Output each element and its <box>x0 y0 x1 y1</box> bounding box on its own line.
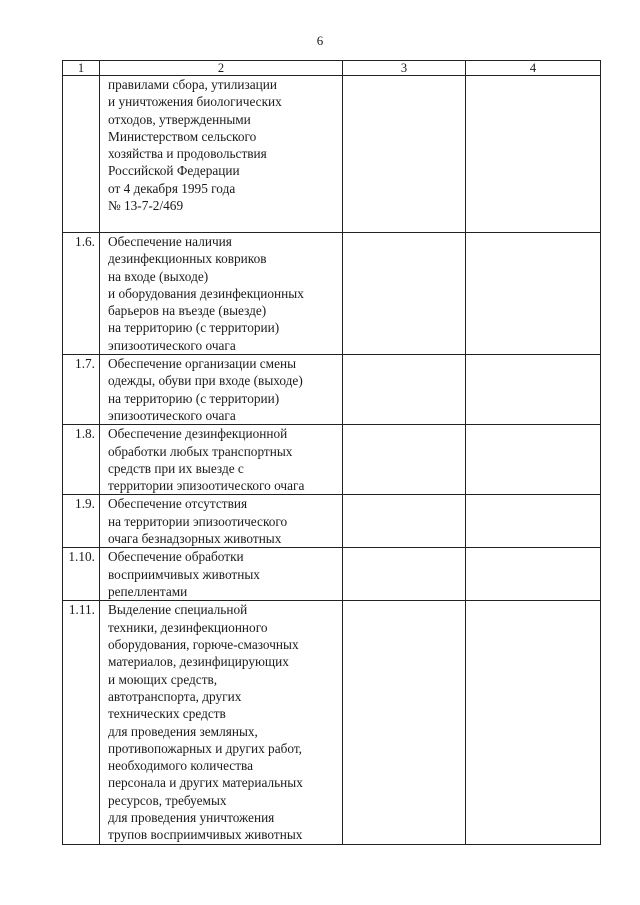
row-col-4 <box>466 548 601 601</box>
row-number: 1.9. <box>63 495 100 548</box>
row-col-4 <box>466 601 601 845</box>
row-col-3 <box>343 601 466 845</box>
page-number: 6 <box>316 33 324 48</box>
table-row <box>63 601 601 845</box>
row-description: правилами сбора, утилизации и уничтожения биологических отходов, утвержденными Министерством сельского хозяйства и продовольствия Российской Федерации от 4 декабря 1995 года № 13-7-2/469 <box>100 76 343 233</box>
row-col-4 <box>466 76 601 233</box>
row-description: Обеспечение обработки восприимчивых животных репеллентами <box>100 548 343 601</box>
row-col-3 <box>343 76 466 233</box>
row-description: Выделение специальной техники, дезинфекционного оборудования, горюче-смазочных материалов, дезинфицирующих и моющих средств, автотранспорта, других технических средств для проведения земляных, противопожарных и других работ, необходимого количества персонала и других материальных ресурсов, требуемых для проведения уничтожения трупов восприимчивых животных <box>100 601 343 845</box>
header-col-3: 3 <box>343 61 466 76</box>
header-col-1: 1 <box>63 61 100 76</box>
row-col-4 <box>466 495 601 548</box>
row-col-3 <box>343 355 466 425</box>
table-row <box>63 355 601 425</box>
row-description: Обеспечение наличия дезинфекционных ковриков на входе (выходе) и оборудования дезинфекционных барьеров на въезде (выезде) на территорию (с территории) эпизоотического очага <box>100 233 343 355</box>
row-col-3 <box>343 425 466 495</box>
row-number: 1.10. <box>63 548 100 601</box>
measures-table <box>62 60 601 845</box>
row-col-3 <box>343 233 466 355</box>
row-col-4 <box>466 355 601 425</box>
row-col-3 <box>343 548 466 601</box>
row-number: 1.7. <box>63 355 100 425</box>
row-number: 1.8. <box>63 425 100 495</box>
table-row <box>63 233 601 355</box>
row-number <box>63 76 100 233</box>
table-row <box>63 548 601 601</box>
row-description: Обеспечение дезинфекционной обработки любых транспортных средств при их выезде с территории эпизоотического очага <box>100 425 343 495</box>
row-description: Обеспечение организации смены одежды, обуви при входе (выходе) на территорию (с территории) эпизоотического очага <box>100 355 343 425</box>
row-number: 1.6. <box>63 233 100 355</box>
row-col-3 <box>343 495 466 548</box>
row-description: Обеспечение отсутствия на территории эпизоотического очага безнадзорных животных <box>100 495 343 548</box>
row-col-4 <box>466 233 601 355</box>
row-number: 1.11. <box>63 601 100 845</box>
table-row <box>63 76 601 233</box>
row-col-4 <box>466 425 601 495</box>
header-col-4: 4 <box>466 61 601 76</box>
table-header-row <box>63 61 601 76</box>
header-col-2: 2 <box>100 61 343 76</box>
table-row <box>63 495 601 548</box>
table-row <box>63 425 601 495</box>
